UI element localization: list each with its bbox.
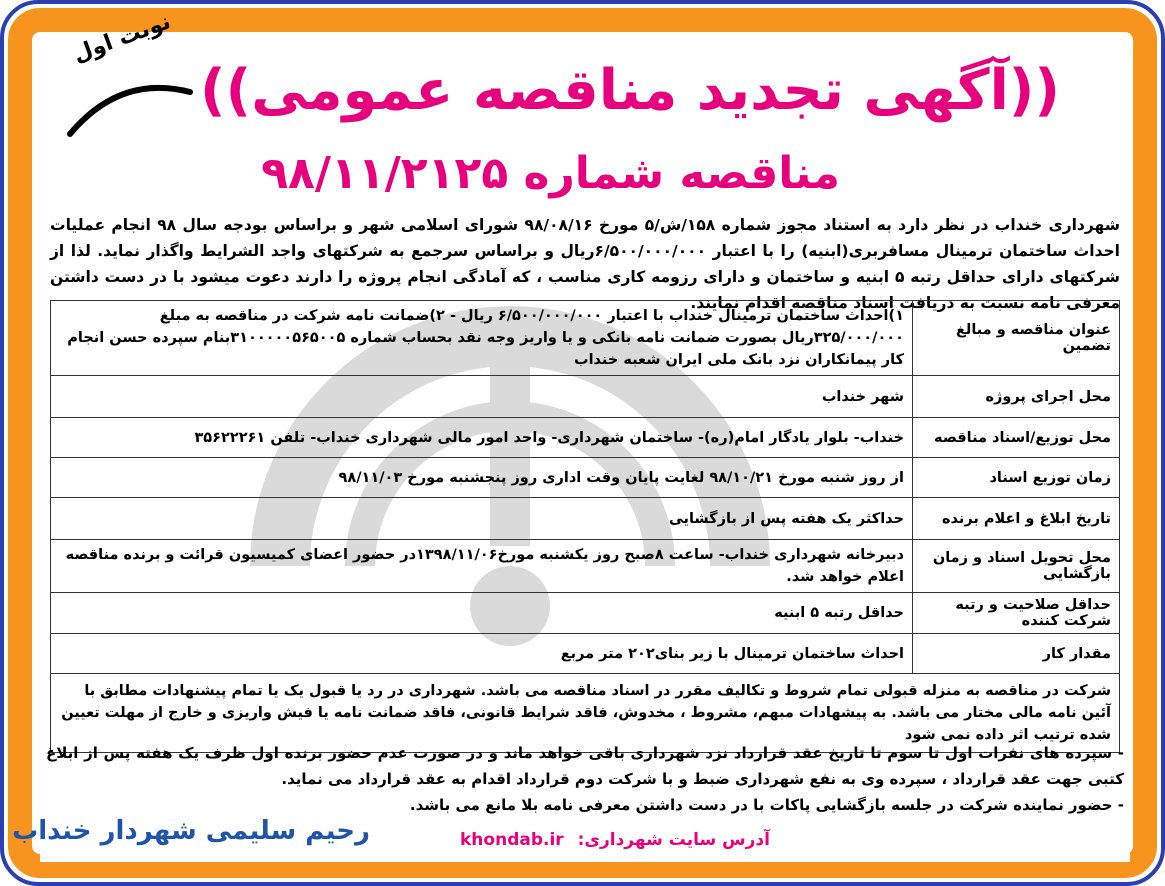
table-row — [51, 634, 1120, 674]
row-label: مقدار کار — [913, 634, 1120, 674]
row-label: محل توزیع/اسناد مناقصه — [913, 418, 1120, 458]
notice-sheet — [12, 9, 1130, 862]
intro-paragraph: شهرداری خنداب در نظر دارد به استناد مجوز شماره ۱۵۸/ش/۵ مورخ ۹۸/۰۸/۱۶ شورای اسلامی شهر و براساس بودجه سال ۹۸ انجام عملیات احداث ساختمان ترمینال مسافربری(ابنیه) را با اعتبار ۶/۵۰۰/۰۰۰/۰۰۰ریال و براساس سرجمع به شرکتهای واجد الشرایط واگذار نماید. لذا از شرکتهای دارای حداقل رتبه ۵ ابنیه و ساختمان و دارای رزومه کاری مناسب ، که آمادگی انجام پروژه را دارند دعوت میشود با در دست داشتن معرفی نامه نسبت به دریافت اسناد مناقصه اقدام نمایند. — [50, 216, 1120, 312]
table-row — [51, 418, 1120, 458]
page-title: ((آگهی تجدید مناقصه عمومی)) — [200, 58, 1060, 123]
website-label: آدرس سایت شهرداری: — [577, 830, 770, 850]
row-value: از روز شنبه مورخ ۹۸/۱۰/۲۱ لغایت پایان وقت اداری روز پنجشنبه مورخ ۹۸/۱۱/۰۳ — [51, 458, 913, 498]
row-value: احداث ساختمان ترمینال با زیر بنای۲۰۲ متر مربع — [51, 634, 913, 674]
publication-round-label: نوبت اول — [70, 9, 175, 68]
tender-details-table — [50, 300, 1120, 753]
row-value: خنداب- بلوار یادگار امام(ره)- ساختمان شهرداری- واحد امور مالی شهرداری خنداب- تلفن ۳۵۶۲۲۲۶۱ — [51, 418, 913, 458]
row-label: حداقل صلاحیت و رتبه شرکت کننده — [913, 593, 1120, 634]
tender-number: مناقصه شماره ۹۸/۱۱/۲۱۲۵ — [261, 148, 840, 199]
table-row — [51, 301, 1120, 376]
website-line — [460, 830, 770, 850]
row-value: حداکثر یک هفته پس از بازگشایی — [51, 498, 913, 540]
table-row — [51, 593, 1120, 634]
row-value: ۱)احداث ساختمان ترمینال خنداب با اعتبار ۶/۵۰۰/۰۰۰/۰۰۰ ریال - ۲)ضمانت نامه شرکت در مناقصه به مبلغ ۳۲۵/۰۰۰/۰۰۰ریال بصورت ضمانت نامه بانکی و یا واریز وجه نقد بحساب شماره ۳۱۰۰۰۰۰۵۶۵۰۰۵بنام سپرده حسن انجام کار پیمانکاران نزد بانک ملی ایران شعبه خنداب — [51, 301, 913, 376]
row-label: محل تحویل اسناد و زمان بازگشایی — [913, 540, 1120, 593]
deposit-note: - سپرده های نفرات اول تا سوم تا تاریخ عقد قرارداد نزد شهرداری باقی خواهد ماند و در صورت عدم حضور برنده اول ظرف یک هفته پس از ابلاغ کتبی جهت عقد قرارداد ، سپرده وی به نفع شهرداری ضبط و با شرکت دوم قرارداد اقدام به عقد قرارداد می نماید. — [46, 744, 1124, 788]
row-value: دبیرخانه شهرداری خنداب- ساعت ۸صبح روز یکشنبه مورخ۱۳۹۸/۱۱/۰۶در حضور اعضای کمیسیون قرائت و برنده مناقصه اعلام خواهد شد. — [51, 540, 913, 593]
row-label: محل اجرای پروژه — [913, 376, 1120, 418]
row-label: زمان توزیع اسناد — [913, 458, 1120, 498]
website-link[interactable]: khondab.ir — [460, 830, 564, 850]
footer-notes — [46, 740, 1124, 818]
table-row — [51, 376, 1120, 418]
row-label: عنوان مناقصه و مبالغ تضمین — [913, 301, 1120, 376]
publication-badge — [46, 9, 206, 138]
table-row — [51, 498, 1120, 540]
mayor-signature: رحیم سلیمی شهردار خنداب — [12, 816, 370, 846]
table-row — [51, 458, 1120, 498]
table-row — [51, 540, 1120, 593]
conditions-note: شرکت در مناقصه به منزله قبولی تمام شروط و تکالیف مقرر در اسناد مناقصه می باشد. شهرداری در رد یا قبول یک یا تمام پیشنهادات مطابق با آئین نامه مالی مختار می باشد. به پیشهادات مبهم، مشروط ، مخدوش، فاقد شرایط قانونی، فاقد ضمانت نامه یا فیش واریزی و خارج از مهلت تعیین شده ترتیب اثر داده نمی شود — [51, 674, 1120, 753]
attendance-note: - حضور نماینده شرکت در جلسه بازگشایی پاکات با در دست داشتن معرفی نامه بلا مانع می باشد. — [409, 796, 1124, 814]
swoosh-icon — [60, 64, 200, 144]
row-value: شهر خنداب — [51, 376, 913, 418]
row-value: حداقل رتبه ۵ ابنیه — [51, 593, 913, 634]
row-label: تاریخ ابلاغ و اعلام برنده — [913, 498, 1120, 540]
